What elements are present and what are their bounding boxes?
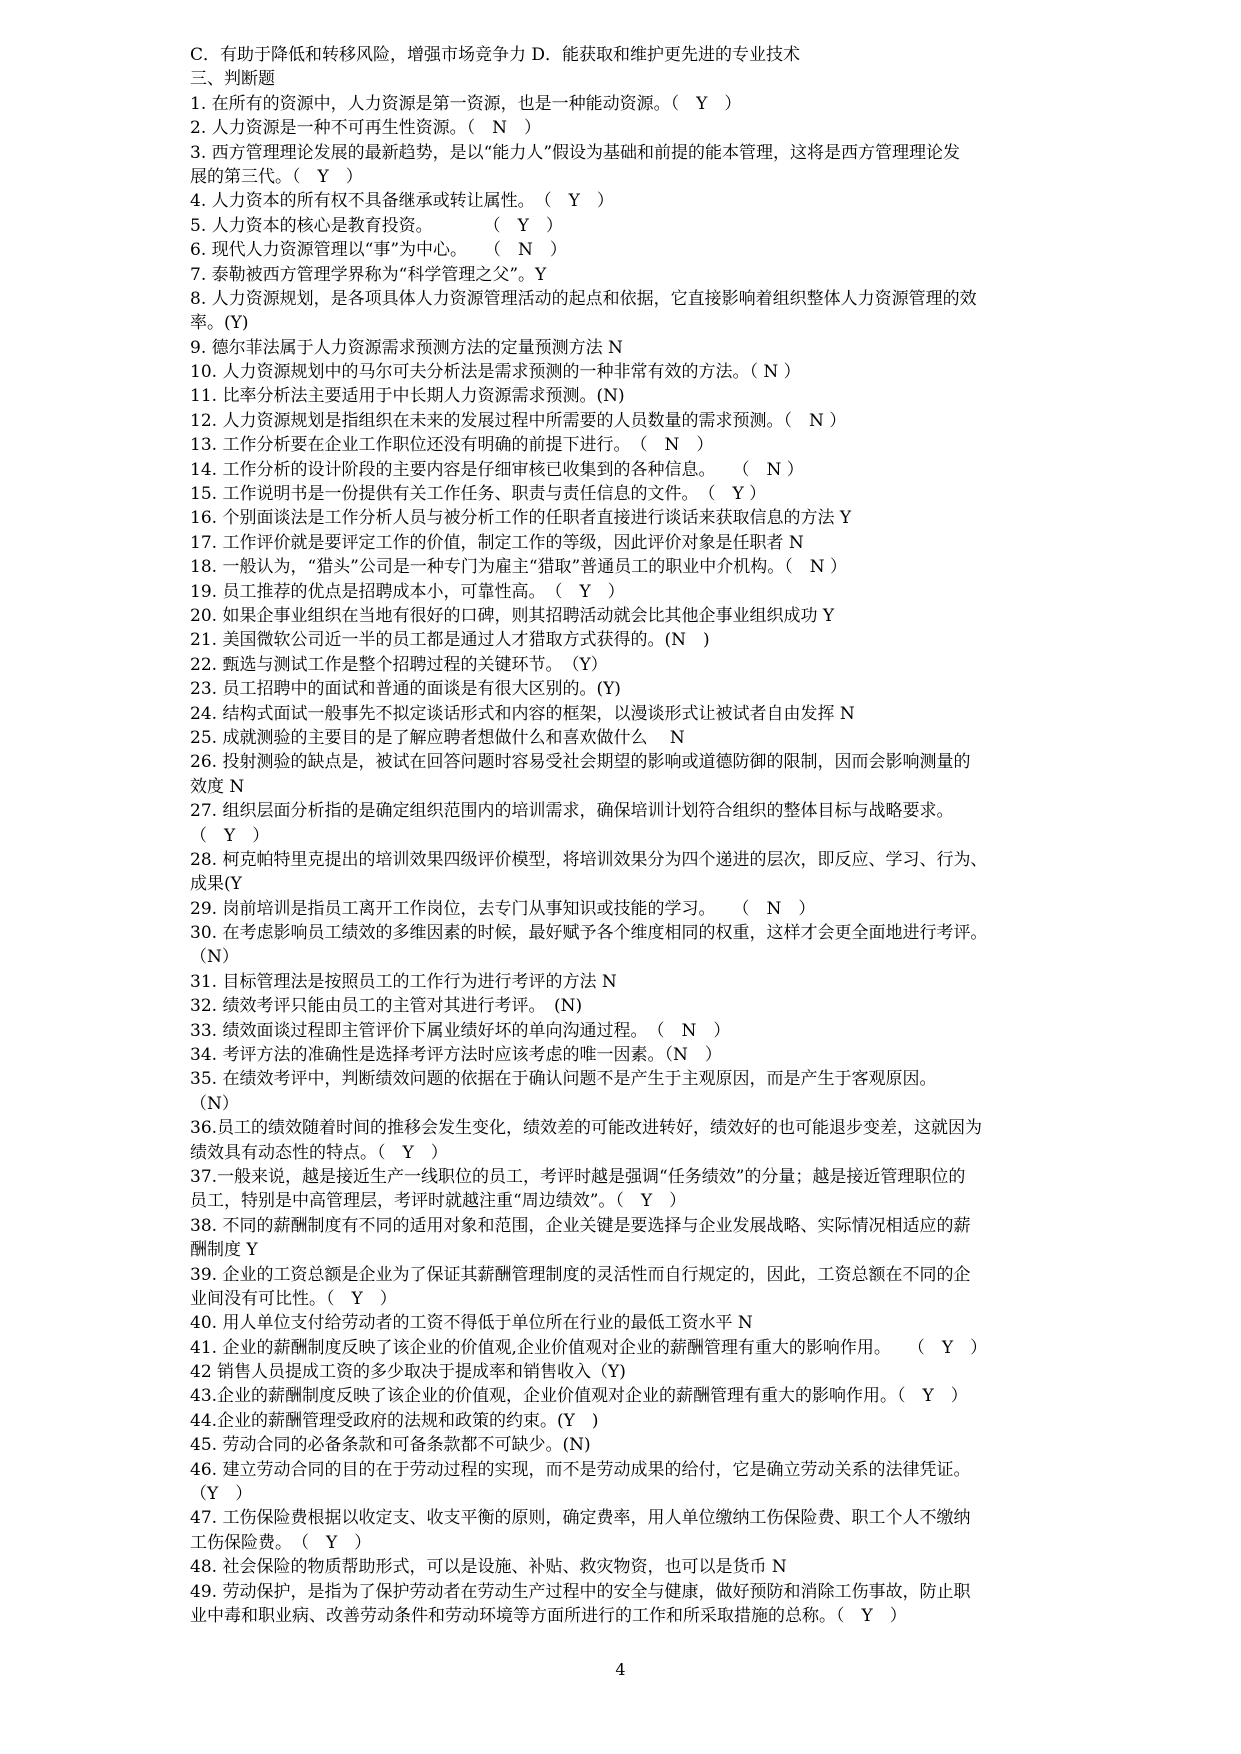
text-line: 酬制度 Y — [190, 1240, 258, 1261]
text-line: C．有助于降低和转移风险，增强市场竞争力 D．能获取和维护更先进的专业技术 — [190, 45, 801, 65]
text-line: 13. 工作分析要在企业工作职位还没有明确的前提下进行。 （ N ） — [190, 435, 714, 456]
text-line: 8. 人力资源规划，是各项具体人力资源管理活动的起点和依据，它直接影响着组织整体人力资源管理的效 — [190, 288, 977, 309]
text-line: 37.一般来说，越是接近生产一线职位的员工，考评时越是强调“任务绩效”的分量；越是接近管理职位的 — [190, 1166, 966, 1187]
page-number: 4 — [615, 1660, 626, 1679]
text-line: 15. 工作说明书是一份提供有关工作任务、职责与责任信息的文件。 （ Y ） — [190, 484, 767, 505]
text-line: 33. 绩效面谈过程即主管评价下属业绩好坏的单向沟通过程。 （ N ） — [190, 1020, 731, 1041]
text-line: 19. 员工推荐的优点是招聘成本小，可靠性高。 （ Y ） — [190, 581, 625, 602]
text-line: 业中毒和职业病、改善劳动条件和劳动环境等方面所进行的工作和所采取措施的总称。（ Y ） — [190, 1606, 907, 1626]
text-line: 39. 企业的工资总额是企业为了保证其薪酬管理制度的灵活性而自行规定的，因此，工资总额在不同的企 — [190, 1264, 971, 1285]
text-line: 4. 人力资本的所有权不具备继承或转让属性。 （ Y ） — [190, 191, 614, 212]
text-line: 47. 工伤保险费根据以收定支、收支平衡的原则，确定费率，用人单位缴纳工伤保险费、职工个人不缴纳 — [190, 1508, 971, 1529]
text-line: 28. 柯克帕特里克提出的培训效果四级评价模型，将培训效果分为四个递进的层次，即反应、学习、行为、 — [190, 849, 988, 870]
text-line: 22. 甄选与测试工作是整个招聘过程的关键环节。 （Y） — [190, 654, 608, 675]
text-line: 35. 在绩效考评中，判断绩效问题的依据在于确认问题不是产生于主观原因，而是产生于客观原因。 — [190, 1069, 937, 1090]
text-line: 业间没有可比性。（ Y ） — [190, 1288, 397, 1309]
text-line: 10. 人力资源规划中的马尔可夫分析法是需求预测的一种非常有效的方法。（ N ） — [190, 362, 801, 383]
text-line: 绩效具有动态性的特点。（ Y ） — [190, 1142, 448, 1163]
text-line: 41. 企业的薪酬制度反映了该企业的价值观,企业价值观对企业的薪酬管理有重大的影响作用。 （ Y ） — [190, 1337, 988, 1358]
text-line: 46. 建立劳动合同的目的在于劳动过程的实现，而不是劳动成果的给付，它是确立劳动关系的法律凭证。 — [190, 1459, 971, 1480]
document-body — [190, 43, 1070, 1628]
text-line: 20. 如果企事业组织在当地有很好的口碑，则其招聘活动就会比其他企事业组织成功 Y — [190, 605, 835, 626]
text-line: 14. 工作分析的设计阶段的主要内容是仔细审核已收集到的各种信息。 （ N ） — [190, 459, 804, 480]
text-line: 5. 人力资本的核心是教育投资。 （ Y ） — [190, 215, 563, 236]
text-line: 30. 在考虑影响员工绩效的多维因素的时候，最好赋予各个维度相同的权重，这样才会更全面地进行考评。 — [190, 923, 988, 944]
text-line: （ Y ） — [190, 825, 270, 846]
text-line: 1. 在所有的资源中，人力资源是第一资源，也是一种能动资源。（ Y ） — [190, 93, 742, 114]
text-line: 三、判断题 — [190, 69, 275, 90]
text-line: 34. 考评方法的准确性是选择考评方法时应该考虑的唯一因素。（N ） — [190, 1045, 722, 1066]
text-line: 31. 目标管理法是按照员工的工作行为进行考评的方法 N — [190, 971, 617, 992]
text-line: 49. 劳动保护，是指为了保护劳动者在劳动生产过程中的安全与健康，做好预防和消除工伤事故，防止职 — [190, 1581, 971, 1602]
text-line: 9. 德尔菲法属于人力资源需求预测方法的定量预测方法 N — [190, 337, 623, 358]
text-line: 12. 人力资源规划是指组织在未来的发展过程中所需要的人员数量的需求预测。（ N ） — [190, 410, 847, 431]
text-line: 18. 一般认为，“猎头”公司是一种专门为雇主“猎取”普通员工的职业中介机构。（ N ） — [190, 557, 847, 578]
text-line: 43.企业的薪酬制度反映了该企业的价值观，企业价值观对企业的薪酬管理有重大的影响作用。（ Y ） — [190, 1386, 968, 1407]
text-line: 32. 绩效考评只能由员工的主管对其进行考评。 (N) — [190, 996, 583, 1017]
text-line: 17. 工作评价就是要评定工作的价值，制定工作的等级，因此评价对象是任职者 N — [190, 532, 804, 553]
text-line: （Y ） — [190, 1484, 253, 1505]
text-line: 29. 岗前培训是指员工离开工作岗位，去专门从事知识或技能的学习。 （ N ） — [190, 898, 816, 919]
text-line: 工伤保险费。 （ Y ） — [190, 1532, 372, 1553]
text-line: 6. 现代人力资源管理以“事”为中心。 （ N ） — [190, 240, 567, 261]
text-line: 45. 劳动合同的必备条款和可备条款都不可缺少。(N) — [190, 1435, 591, 1456]
text-line: 效度 N — [190, 776, 245, 797]
text-line: 36.员工的绩效随着时间的推移会发生变化，绩效差的可能改进转好，绩效好的也可能退步变差，这就因为 — [190, 1118, 983, 1139]
text-line: 11. 比率分析法主要适用于中长期人力资源需求预测。(N) — [190, 386, 625, 407]
text-line: 23. 员工招聘中的面试和普通的面谈是有很大区别的。(Y) — [190, 679, 621, 700]
text-line: 48. 社会保险的物质帮助形式，可以是设施、补贴、救灾物资，也可以是货币 N — [190, 1557, 787, 1578]
text-line: 展的第三代。（ Y ） — [190, 166, 363, 187]
text-line: 25. 成就测验的主要目的是了解应聘者想做什么和喜欢做什么 N — [190, 727, 685, 748]
text-line: 44.企业的薪酬管理受政府的法规和政策的约束。(Y ) — [190, 1410, 599, 1431]
text-line: （N） — [190, 947, 239, 968]
text-line: 3. 西方管理理论发展的最新趋势，是以“能力人”假设为基础和前提的能本管理，这将是西方管理理论发 — [190, 142, 961, 163]
text-line: 24. 结构式面试一般事先不拟定谈话形式和内容的框架，以漫谈形式让被试者自由发挥 N — [190, 703, 855, 724]
text-line: 40. 用人单位支付给劳动者的工资不得低于单位所在行业的最低工资水平 N — [190, 1313, 753, 1334]
text-line: （N） — [190, 1093, 239, 1114]
text-line: 42 销售人员提成工资的多少取决于提成率和销售收入（Y) — [190, 1362, 626, 1383]
text-line: 38. 不同的薪酬制度有不同的适用对象和范围，企业关键是要选择与企业发展战略、实际情况相适应的薪 — [190, 1215, 971, 1236]
text-line: 16. 个别面谈法是工作分析人员与被分析工作的任职者直接进行谈话来获取信息的方法 Y — [190, 508, 852, 529]
text-line: 成果(Y — [190, 874, 242, 895]
text-line: 2. 人力资源是一种不可再生性资源。（ N ） — [190, 118, 541, 139]
text-line: 率。(Y) — [190, 313, 249, 334]
text-line: 21. 美国微软公司近一半的员工都是通过人才猎取方式获得的。(N ) — [190, 630, 710, 651]
text-line: 26. 投射测验的缺点是，被试在回答问题时容易受社会期望的影响或道德防御的限制，因而会影响测量的 — [190, 752, 971, 773]
text-line: 27. 组织层面分析指的是确定组织范围内的培训需求，确保培训计划符合组织的整体目标与战略要求。 — [190, 801, 954, 822]
text-line: 7. 泰勒被西方管理学界称为“科学管理之父”。Y — [190, 264, 547, 285]
text-line: 员工，特别是中高管理层，考评时就越注重“周边绩效”。（ Y ） — [190, 1191, 687, 1212]
